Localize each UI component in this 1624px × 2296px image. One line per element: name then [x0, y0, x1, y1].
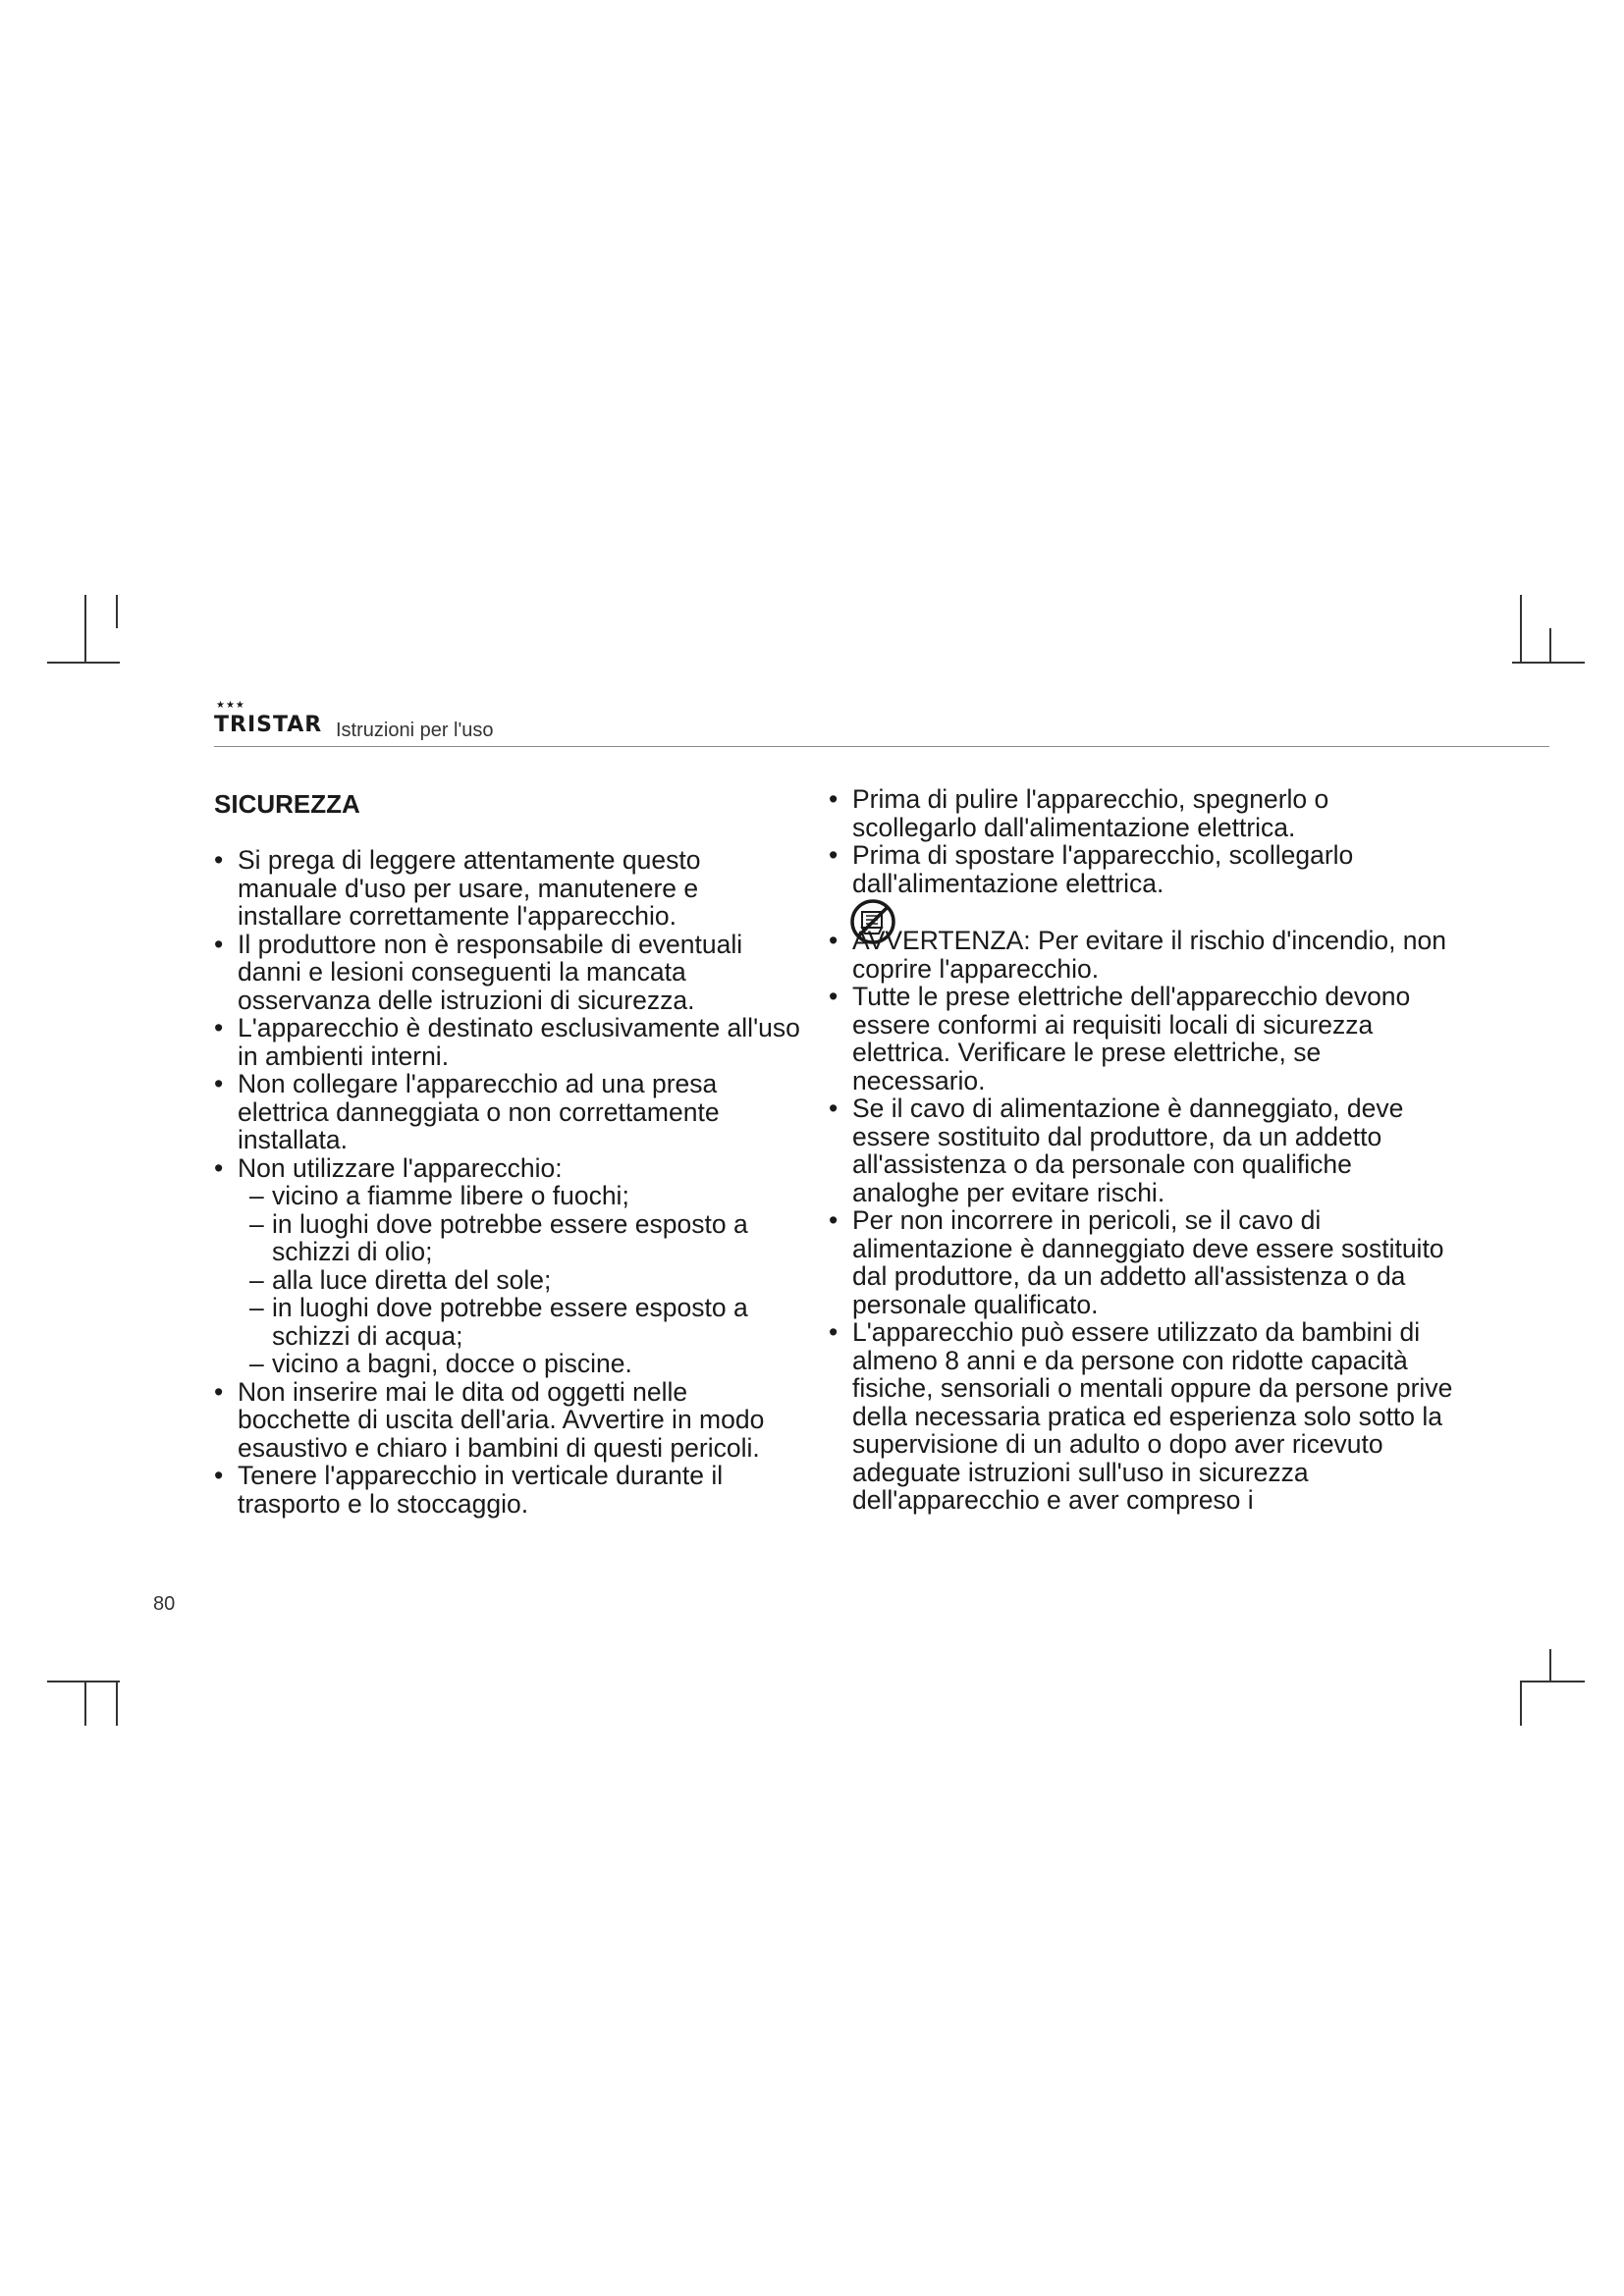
- crop-mark-top-right: [1549, 628, 1551, 662]
- sub-list-item: [249, 1350, 803, 1378]
- crop-mark-bottom-right: [1549, 1649, 1551, 1681]
- list-item-text: Tenere l'apparecchio in verticale durante il trasporto e lo stoccaggio.: [238, 1461, 724, 1519]
- sub-list-item: [249, 1294, 803, 1350]
- crop-mark-top-left: [47, 662, 120, 664]
- sub-list-item: [249, 1210, 803, 1266]
- list-item: [214, 1462, 803, 1518]
- list-item: [829, 1318, 1457, 1515]
- sub-item-text: alla luce diretta del sole;: [272, 1264, 552, 1295]
- crop-mark-top-left: [116, 595, 118, 628]
- dash-icon: –: [249, 1349, 264, 1378]
- list-item-text: Non collegare l'apparecchio ad una presa elettrica danneggiata o non correttamente installata.: [238, 1069, 720, 1154]
- bullet-icon: •: [829, 926, 839, 955]
- bullet-icon: •: [214, 1376, 224, 1407]
- list-item: [829, 1206, 1457, 1318]
- bullet-icon: •: [829, 840, 839, 870]
- dash-icon: –: [249, 1181, 264, 1210]
- bullet-icon: •: [829, 982, 839, 1011]
- list-item-text: L'apparecchio è destinato esclusivamente all'uso in ambienti interni.: [238, 1013, 800, 1071]
- brand-logo: [214, 701, 324, 744]
- sub-item-text: vicino a bagni, docce o piscine.: [272, 1349, 632, 1378]
- list-item-text: Non inserire mai le dita od oggetti nelle bocchette di uscita dell'aria. Avvertire in modo esaustivo e chiaro i bambini di questi pericoli.: [238, 1376, 765, 1463]
- list-item: [214, 931, 803, 1015]
- list-item-text: Il produttore non è responsabile di eventuali danni e lesioni conseguenti la mancata osservanza delle istruzioni di sicurezza.: [238, 929, 743, 1015]
- list-item-text: Tutte le prese elettriche dell'apparecchio devono essere conformi ai requisiti locali di sicurezza elettrica. Verificare le prese elettriche, se necessario.: [852, 982, 1411, 1095]
- sub-item-text: in luoghi dove potrebbe essere esposto a schizzi di olio;: [272, 1208, 748, 1266]
- list-item: [829, 841, 1457, 897]
- crop-mark-bottom-left: [116, 1682, 118, 1726]
- list-item: [214, 846, 803, 931]
- bullet-icon: •: [214, 1152, 224, 1183]
- crop-mark-bottom-right: [1520, 1681, 1585, 1682]
- dash-icon: –: [249, 1208, 264, 1239]
- sub-item-text: vicino a fiamme libere o fuochi;: [272, 1181, 629, 1210]
- list-item-text: Prima di spostare l'apparecchio, scollegarlo dall'alimentazione elettrica.: [852, 840, 1354, 898]
- list-item: [214, 1070, 803, 1154]
- crop-mark-bottom-left: [47, 1681, 120, 1682]
- header-divider: [214, 746, 1549, 747]
- bullet-icon: •: [214, 845, 224, 875]
- dash-icon: –: [249, 1264, 264, 1295]
- list-item-text: Si prega di leggere attentamente questo manuale d'uso per usare, manutenere e installare correttamente l'apparecchio.: [238, 845, 701, 931]
- bullet-icon: •: [214, 1069, 224, 1098]
- brand-stars: ★★★: [216, 700, 245, 711]
- page-header: [214, 701, 1549, 746]
- crop-mark-top-right: [1512, 662, 1585, 664]
- sub-list-item: [249, 1182, 803, 1210]
- sub-list: [214, 1182, 803, 1378]
- list-item-warning: [829, 927, 1457, 983]
- header-title: Istruzioni per l'uso: [336, 720, 494, 741]
- list-item: [214, 1378, 803, 1463]
- list-item: [829, 785, 1457, 841]
- list-item: [214, 1014, 803, 1070]
- list-item-text: Se il cavo di alimentazione è danneggiato, deve essere sostituito dal produttore, da un addetto all'assistenza o da personale con qualifiche analoghe per evitare rischi.: [852, 1094, 1404, 1207]
- do-not-cover-icon: [848, 897, 897, 946]
- crop-mark-top-left: [84, 595, 86, 662]
- bullet-icon: •: [829, 784, 839, 814]
- list-item: [829, 1095, 1457, 1206]
- bullet-icon: •: [829, 1205, 839, 1235]
- left-column: [214, 785, 803, 1518]
- bullet-icon: •: [829, 1094, 839, 1123]
- list-item-text: Prima di pulire l'apparecchio, spegnerlo o scollegarlo dall'alimentazione elettrica.: [852, 784, 1329, 842]
- list-item-text: Non utilizzare l'apparecchio:: [238, 1152, 563, 1183]
- dash-icon: –: [249, 1293, 264, 1322]
- bullet-icon: •: [214, 929, 224, 959]
- brand-logo-text: TRISTAR: [214, 713, 323, 737]
- list-item: [829, 983, 1457, 1095]
- right-column: [829, 785, 1457, 1515]
- safety-list-left: [214, 846, 803, 1518]
- page-number: 80: [153, 1593, 176, 1615]
- sub-item-text: in luoghi dove potrebbe essere esposto a schizzi di acqua;: [272, 1293, 748, 1351]
- list-item: [214, 1154, 803, 1378]
- list-item-text: Per non incorrere in pericoli, se il cavo di alimentazione è danneggiato deve essere sostituito dal produttore, da un addetto all'assistenza o da personale qualificato.: [852, 1205, 1444, 1319]
- list-item-text: AVVERTENZA: Per evitare il rischio d'incendio, non coprire l'apparecchio.: [852, 926, 1447, 984]
- safety-list-right: [829, 785, 1457, 897]
- spacer: [829, 897, 1457, 927]
- bullet-icon: •: [214, 1461, 224, 1490]
- safety-list-right-2: [829, 927, 1457, 1515]
- crop-mark-bottom-right: [1520, 1682, 1522, 1726]
- bullet-icon: •: [214, 1013, 224, 1042]
- bullet-icon: •: [829, 1317, 839, 1347]
- section-title: SICUREZZA: [214, 789, 360, 819]
- crop-mark-top-right: [1520, 595, 1522, 662]
- crop-mark-bottom-left: [84, 1682, 86, 1726]
- list-item-text: L'apparecchio può essere utilizzato da bambini di almeno 8 anni e da persone con ridotte capacità fisiche, sensoriali o mentali oppure da persone prive della necessaria pratica ed esperienza solo sotto la supervisione di un adulto o dopo aver ricevuto adeguate istruzioni sull'uso in sicurezza dell'apparecchio e aver compreso i: [852, 1317, 1453, 1515]
- sub-list-item: [249, 1266, 803, 1295]
